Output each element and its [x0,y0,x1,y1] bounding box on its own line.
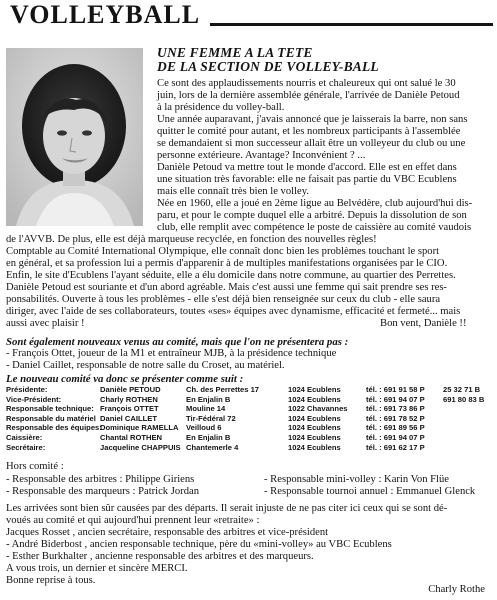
body-line: Née en 1960, elle a joué en 2ème ligue au Belvédère, club aujourd'hui dis- [157,198,473,209]
committee-city: 1024 Ecublens [288,385,341,394]
hors-comite-row [6,486,496,498]
hors-comite-item: - Responsable des arbitres : Philippe Giriens [6,474,195,485]
committee-city: 1022 Chavannes [288,404,348,414]
farewell-line: Les arrivées sont bien sûr causées par des départs. Il serait injuste de ne pas citer ici ceux qui se sont dé- [6,503,448,514]
portrait-photo-icon [6,48,143,226]
page-header [0,0,497,30]
article-headline [157,46,487,74]
body-line: Danièle Petoud va mettre tout le monde d'accord. Elle est en effet dans [157,162,457,173]
committee-role: Responsable technique: [6,404,94,414]
committee-name: Danièle PETOUD [100,385,161,394]
farewell-line: Jacques Rosset , ancien secrétaire, responsable des arbitres et vice-président [6,527,329,538]
new-member-item: - Daniel Caillet, responsable de notre salle du Croset, au matériel. [6,360,285,371]
committee-role: Responsable du matériel [6,413,96,423]
committee-role: Vice-Président: [6,394,62,404]
committee-row [6,395,496,405]
committee-extra-tel: 25 32 71 B [443,385,481,394]
body-line: une situation très favorable: elle ne faisait pas partie du VBC Ecublens [157,174,457,185]
hors-comite-title: Hors comité : [6,461,64,472]
body-line: quitter le comité pour autant, et les nombreux participants à l'assemblée [157,126,461,137]
committee-role: Caissière: [6,432,43,442]
committee-role: Présidente: [6,385,48,394]
committee-city: 1024 Ecublens [288,413,341,423]
body-line: Danièle Petoud est souriante et d'un abord agréable. Mais c'est aussi une femme qui sait prendre ses res- [6,282,447,293]
body-line: personne extérieure. Avantage? Inconvénient ? ... [157,150,366,161]
committee-city: 1024 Ecublens [288,394,341,404]
body-line: ponsabilités. Ouverte à tous les problèmes - elle s'est déjà bien renseignée sur ceux du club - elle saura [6,294,441,305]
committee-city: 1024 Ecublens [288,423,341,433]
closing-line: Bon vent, Danièle !! [380,318,467,329]
committee-tel: tél. : 691 94 07 P [366,394,425,404]
body-line: juin, lors de la dernière assemblée générale, l'arrivée de Danièle Petoud [157,90,460,101]
body-line: Enfin, le site d'Ecublens l'ayant séduite, elle a élu domicile dans notre commune, au quartier des Perrettes. [6,270,456,281]
section-title: VOLLEYBALL [10,0,201,29]
farewell-line: A vous trois, un dernier et sincère MERCI. [6,563,188,574]
header-rule [210,23,493,26]
committee-name: Jacqueline CHAPPUIS [100,442,181,452]
committee-title: Le nouveau comité va donc se présenter comme suit : [6,373,244,385]
committee-tel: tél. : 691 91 58 P [366,385,425,394]
committee-row [6,443,496,453]
committee-name: Daniel CAILLET [100,413,157,423]
committee-row [6,423,496,433]
committee-row [6,433,496,443]
farewell-line: Bonne reprise à tous. [6,575,96,586]
body-line: Comptable au Comité International Olympique, elle connaît donc bien les problèmes touchant le sport [6,246,440,257]
committee-row [6,404,496,414]
headline-line: DE LA SECTION DE VOLLEY-BALL [157,59,379,74]
body-line: paru, et pour le compte duquel elle a arbitré. Depuis la dissolution de son [157,210,467,221]
committee-row [6,385,496,395]
new-member-item: - François Ottet, joueur de la M1 et entraîneur MJB, à la présidence technique [6,348,337,359]
committee-extra-tel: 691 80 83 B [443,394,485,404]
new-members-title: Sont également nouveaux venus au comité, mais que l'on ne présentera pas : [6,336,349,348]
body-line: en général, et sa profession lui a permis d'apparenir à de multiples manifestations organisées par le CIO. [6,258,448,269]
body-line: mais elle connaît très bien le volley. [157,186,309,197]
committee-role: Responsable des équipes: [6,423,102,433]
hors-comite-item: - Responsable tournoi annuel : Emmanuel Glenck [264,486,476,497]
hors-comite-row [6,474,496,486]
body-line: de l'AVVB. De plus, elle est déjà marqueuse recyclée, en fonction des nouvelles règles! [6,234,377,245]
body-line: aussi avec plaisir ! [6,318,85,329]
committee-street: Ch. des Perrettes 17 [186,385,260,394]
committee-street: En Enjalin B [186,394,231,404]
committee-tel: tél. : 691 89 56 P [366,423,425,433]
portrait-photo [6,48,143,226]
farewell-line: - André Biderbost , ancien responsable technique, père du «mini-volley» au VBC Ecublens [6,539,392,550]
farewell-line: - Esther Burkhalter , ancienne responsable des arbitres et des marqueurs. [6,551,314,562]
headline-line: UNE FEMME A LA TETE [157,45,313,60]
committee-tel: tél. : 691 94 07 P [366,432,425,442]
author-signature: Charly Rothe [428,584,485,595]
body-line: se demandaient si mon successeur allait être un volleyeur du club ou une [157,138,466,149]
committee-role: Secrétaire: [6,442,46,452]
committee-table [6,385,496,452]
committee-street: Chantemerle 4 [186,442,239,452]
committee-name: François OTTET [100,404,159,414]
committee-city: 1024 Ecublens [288,432,341,442]
committee-tel: tél. : 691 73 86 P [366,404,425,414]
body-line: club, elle remplit avec compétence le poste de caissière au comité vaudois [157,222,472,233]
committee-street: Tir-Fédéral 72 [186,413,236,423]
committee-name: Charly ROTHEN [100,394,158,404]
committee-street: En Enjalin B [186,432,231,442]
hors-comite-item: - Responsable mini-volley : Karin Von Flüe [264,474,449,485]
committee-name: Chantal ROTHEN [100,432,163,442]
committee-street: Mouline 14 [186,404,226,414]
body-line: à la présidence du volley-ball. [157,102,285,113]
committee-tel: tél. : 691 78 52 P [366,413,425,423]
committee-city: 1024 Ecublens [288,442,341,452]
hors-comite-item: - Responsable des marqueurs : Patrick Jordan [6,486,199,497]
body-line: Une année auparavant, j'avais annoncé que je laisserais la barre, non sans [157,114,468,125]
committee-row [6,414,496,424]
committee-street: Veilloud 6 [186,423,222,433]
committee-name: Dominique RAMELLA [100,423,179,433]
farewell-line: voués au comité et qui aujourd'hui prennent leur «retraite» : [6,515,260,526]
committee-tel: tél. : 691 62 17 P [366,442,425,452]
body-line: Ce sont des applaudissements nourris et chaleureux qui ont salué le 30 [157,78,456,89]
body-line: diriger, avec l'aide de ses collaborateurs, toutes «ses» équipes avec dynamisme, efficacité et fermeté... mais [6,306,461,317]
